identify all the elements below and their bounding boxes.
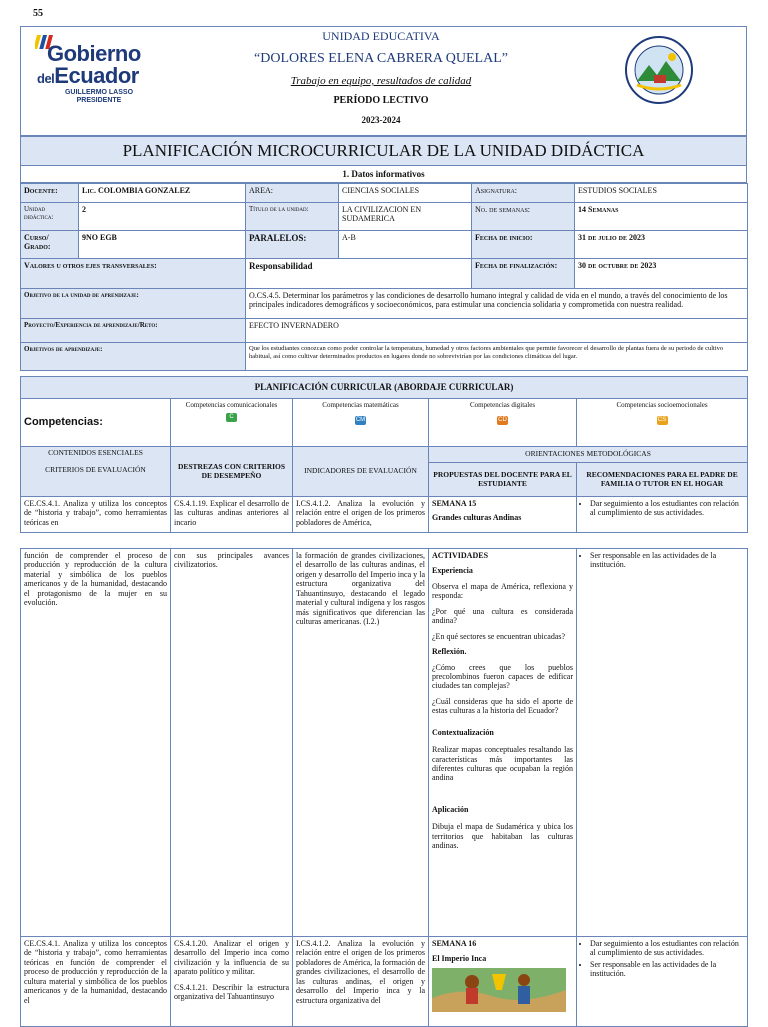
digital-icon: CD [498, 417, 507, 424]
period-label: PERÍODO LECTIVO [333, 95, 429, 106]
objetivos-aprendizaje-value: Que los estudiantes conozcan como poder controlar la temperatura, humedad y otros factores ambientales que permite favorecer el desarrollo de plantas fuera de su periodo de cultivo habitual, así como cultivar determinados productos en lugares donde no sobrevivirían por las condiciones climáticas del lugar. [246, 343, 748, 371]
row3-recomendacion: • Dar seguimiento a los estudiantes con relación al cumplimiento de sus actividades. • Ser responsable en las actividades de la institución. [577, 937, 748, 1027]
fecha-inicio-label: Fecha de inicio: [472, 231, 575, 259]
fecha-inicio-value: 31 de julio de 2023 [575, 231, 748, 259]
inca-illustration-icon [432, 968, 566, 1012]
competencia-comunicacional: Competencias comunicacionales C [171, 399, 293, 447]
row1-contenido: CE.CS.4.1. Analiza y utiliza los conceptos de “historia y trabajo”, como herramientas teóricas en [21, 497, 171, 533]
row3-propuesta: SEMANA 16 El Imperio Inca [429, 937, 577, 1027]
row2-propuesta: ACTIVIDADES Experiencia Observa el mapa de América, reflexiona y responda: ¿Por qué una cultura es considerada andina? ¿En qué sectores se encuentran ubicadas? Reflexión. ¿Cómo crees que los pueblos precolombinos fueron capaces de edificar ciudades tan complejas? ¿Cuál consideras que ha sido el aporte de estas culturas a la historia del Ecuador? Contextualización Realizar mapas conceptuales resaltando las características más importantes las diferentes culturas que ocupaban la región andina Aplicación Dibuja el mapa de Sudamérica y ubica los territorios que habitaban las culturas andinas. [429, 549, 577, 937]
page-number: 55 [33, 8, 43, 19]
valores-value: Responsabilidad [246, 259, 472, 289]
col-propuestas-header: PROPUESTAS DEL DOCENTE PARA EL ESTUDIANTE [429, 463, 577, 497]
competencia-matematica: Competencias matemáticas CM [293, 399, 429, 447]
document-header [20, 26, 747, 136]
paralelos-label: PARALELOS: [246, 231, 339, 259]
logo-president: GUILLERMO LASSO PRESIDENTE [64, 89, 134, 104]
row2-destreza: con sus principales avances civilizatorios. [171, 549, 293, 937]
objetivos-aprendizaje-label: Objetivos de aprendizaje: [21, 343, 246, 371]
government-logo [31, 33, 181, 123]
asignatura-label: Asignatura: [472, 184, 575, 203]
row3-contenido: CE.CS.4.1. Analiza y utiliza los conceptos de “historia y trabajo”, como herramientas teóricas en función de comprender el proceso de producción y reproducción de la cultura material y simbólica de los pueblos americanos y de la humanidad, destacando el [21, 937, 171, 1027]
period-value: 2023-2024 [361, 115, 401, 125]
objetivo-unidad-value: O.CS.4.5. Determinar los parámetros y las condiciones de desarrollo humano integral y calidad de vida en el mundo, a través del conocimiento de los principales indicadores demográficos y socioeconómicos, para estimular una conciencia solidaria y comprometida con nuestra realidad. [246, 289, 748, 319]
col-contenidos-header: CONTENIDOS ESENCIALES CRITERIOS DE EVALUACIÓN [21, 447, 171, 497]
docente-value: Lic. COLOMBIA GONZALEZ [79, 184, 246, 203]
logo-ecuador: delEcuador [37, 63, 139, 88]
area-value: CIENCIAS SOCIALES [339, 184, 472, 203]
row3-destreza: CS.4.1.20. Analizar el origen y desarrollo del Imperio inca como civilización y la influencia de su aparato político y militar. CS.4.1.21. Describir la estructura organizativa del Tahuantinsuyo [171, 937, 293, 1027]
col-destrezas-header: DESTREZAS CON CRITERIOS DE DESEMPEÑO [171, 447, 293, 497]
paralelos-value: A-B [339, 231, 472, 259]
orientaciones-header: ORIENTACIONES METODOLÓGICAS [429, 447, 748, 463]
unidad-value: 2 [79, 203, 246, 231]
row2-contenido: función de comprender el proceso de producción y reproducción de la cultura material y simbólica de los pueblos americanos y de la humanidad, destacando el protagonismo de la mujer en su evolución. [21, 549, 171, 937]
row3-indicador: I.CS.4.1.2. Analiza la evolución y relación entre el origen de los primeros pobladores de América, la formación de grandes civilizaciones, el desarrollo de las culturas andinas, el origen y desarrollo del Imperio inca y la estructura organizativa del [293, 937, 429, 1027]
school-type: UNIDAD EDUCATIVA [322, 29, 440, 43]
proyecto-value: EFECTO INVERNADERO [246, 319, 748, 343]
title-table [20, 136, 747, 183]
col-recomendaciones-header: RECOMENDACIONES PARA EL PADRE DE FAMILIA O TUTOR EN EL HOGAR [577, 463, 748, 497]
competencia-digital: Competencias digitales CD [429, 399, 577, 447]
semanas-label: No. de semanas: [472, 203, 575, 231]
row1-indicador: I.CS.4.1.2. Analiza la evolución y relación entre el origen de los primeros pobladores de América, [293, 497, 429, 533]
info-table [20, 183, 748, 371]
fecha-fin-value: 30 de octubre de 2023 [575, 259, 748, 289]
row1-destreza: CS.4.1.19. Explicar el desarrollo de las culturas andinas anteriores al incario [171, 497, 293, 533]
asignatura-value: ESTUDIOS SOCIALES [575, 184, 748, 203]
titulo-label: Título de la unidad: [246, 203, 339, 231]
row2-indicador: la formación de grandes civilizaciones, el desarrollo de las culturas andinas, el origen y desarrollo del Imperio inca y la estructura organizativa del Tahuantinsuyo, destacando el legado material y cultural indígena y los rasgos más significativos que diferencian las culturas americanas. (I.2.) [293, 549, 429, 937]
curso-label: Curso/ Grado: [21, 231, 79, 259]
planning-table [20, 376, 748, 533]
semanas-value: 14 Semanas [575, 203, 748, 231]
col-indicadores-header: INDICADORES DE EVALUACIÓN [293, 447, 429, 497]
page-title: PLANIFICACIÓN MICROCURRICULAR DE LA UNIDAD DIDÁCTICA [21, 137, 747, 166]
row1-propuesta: SEMANA 15 Grandes culturas Andinas [429, 497, 577, 533]
comunicacional-icon: C [226, 413, 237, 422]
section-datos: 1. Datos informativos [21, 166, 747, 183]
competencias-label: Competencias: [21, 399, 171, 447]
planning-title: PLANIFICACIÓN CURRICULAR (ABORDAJE CURRICULAR) [21, 377, 748, 399]
valores-label: Valores u otros ejes transversales: [21, 259, 246, 289]
row1-recomendacion: • Dar seguimiento a los estudiantes con relación al cumplimiento de sus actividades. [577, 497, 748, 533]
objetivo-unidad-label: Objetivo de la unidad de aprendizaje: [21, 289, 246, 319]
fecha-fin-label: Fecha de finalización: [472, 259, 575, 289]
socioemocional-icon: CS [657, 417, 667, 424]
area-label: AREA: [246, 184, 339, 203]
competencia-socioemocional: Competencias socioemocionales CS [577, 399, 748, 447]
continuation-table [20, 548, 748, 1027]
school-name: “DOLORES ELENA CABRERA QUELAL” [254, 51, 508, 66]
unidad-label: Unidad didáctica: [21, 203, 79, 231]
titulo-value: LA CIVILIZACION EN SUDAMERICA [339, 203, 472, 231]
row2-recomendacion: • Ser responsable en las actividades de la institución. [577, 549, 748, 937]
logo-gobierno: Gobierno [47, 41, 141, 66]
curso-value: 9NO EGB [79, 231, 246, 259]
docente-label: Docente: [21, 184, 79, 203]
school-seal-icon [624, 35, 694, 105]
proyecto-label: Proyecto/Experiencia de aprendizaje/Reto: [21, 319, 246, 343]
school-motto: Trabajo en equipo, resultados de calidad [290, 75, 472, 87]
matematica-icon: CM [355, 417, 366, 424]
